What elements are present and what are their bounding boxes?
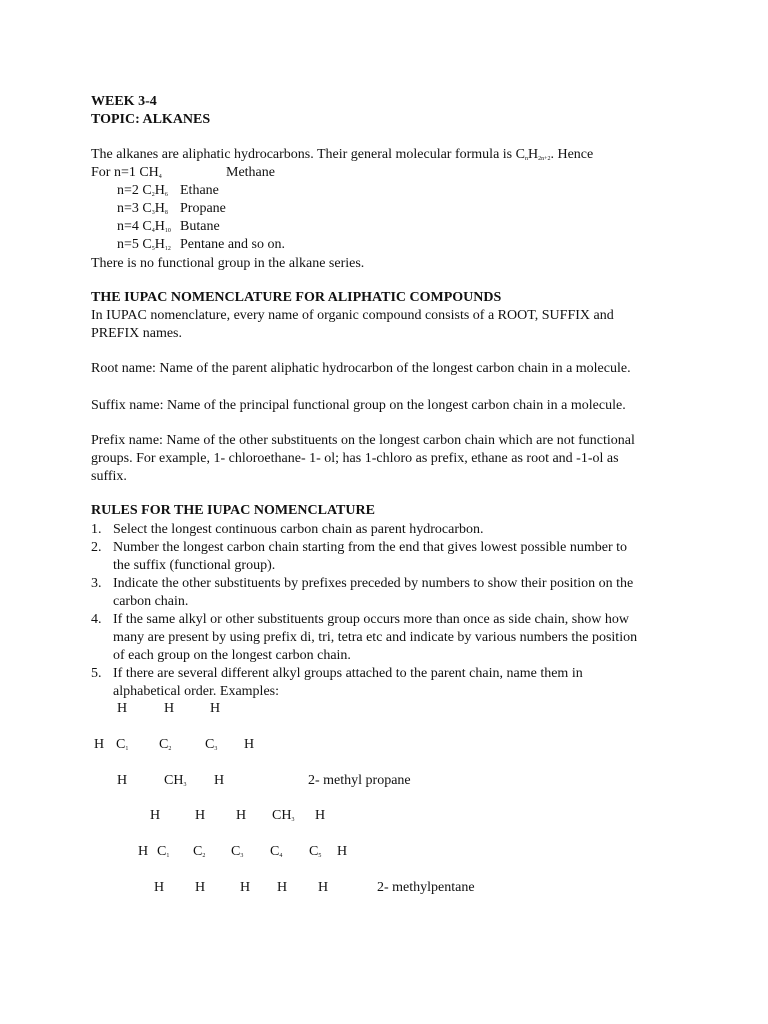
atom-h: H (195, 808, 206, 823)
rule-1: 1. Select the longest continuous carbon chain as parent hydrocarbon. (91, 522, 484, 537)
atom-h: H (244, 737, 255, 752)
suffix-name-definition: Suffix name: Name of the principal functional group on the longest carbon chain in a molecule. (91, 398, 626, 413)
series-row-4: n=4 $C_4H_{10}$ (117, 219, 171, 234)
iupac-paragraph-line-2: PREFIX names. (91, 326, 182, 341)
rule-3-continued: carbon chain. (113, 594, 189, 609)
series-row-2: n=2 $C_2H_6$ (117, 183, 168, 198)
atom-h: H (154, 880, 165, 895)
atom-h: H (195, 880, 206, 895)
atom-c2: $C_2$ (193, 844, 206, 859)
atom-h: H (337, 844, 348, 859)
methyl-group: $CH_3$ (164, 773, 187, 788)
rule-3: 3. Indicate the other substituents by prefixes preceded by numbers to show their position on the (91, 576, 634, 591)
series-name-1: Methane (226, 165, 275, 180)
series-row-3: n=3 $C_3H_8$ (117, 201, 168, 216)
week-label: WEEK 3-4 (91, 94, 157, 109)
atom-h: H (150, 808, 161, 823)
rule-5: 5. If there are several different alkyl groups attached to the parent chain, name them in (91, 666, 583, 681)
series-name-5: Pentane and so on. (180, 237, 285, 252)
rule-4-continued-1: many are present by using prefix di, tri, tetra etc and indicate by various numbers the position (113, 630, 638, 645)
atom-h: H (117, 701, 128, 716)
series-name-2: Ethane (180, 183, 219, 198)
prefix-definition-line-1: Prefix name: Name of the other substituents on the longest carbon chain which are not functional (91, 433, 635, 448)
atom-c4: $C_4$ (270, 844, 283, 859)
example-2-name: 2- methylpentane (377, 880, 475, 895)
atom-h: H (210, 701, 221, 716)
atom-c1: $C_1$ (157, 844, 170, 859)
series-row-5: n=5 $C_5H_{12}$ (117, 237, 171, 252)
rule-2-continued: the suffix (functional group). (113, 558, 276, 573)
atom-h: H (318, 880, 329, 895)
series-name-3: Propane (180, 201, 226, 216)
example-1-name: 2- methyl propane (308, 773, 411, 788)
atom-c1: $C_1$ (116, 737, 129, 752)
rule-4: 4. If the same alkyl or other substituents group occurs more than once as side chain, show how (91, 612, 629, 627)
atom-h: H (277, 880, 288, 895)
atom-h: H (94, 737, 105, 752)
methyl-group: $CH_3$ (272, 808, 295, 823)
atom-h: H (138, 844, 149, 859)
atom-h: H (117, 773, 128, 788)
iupac-paragraph-line-1: In IUPAC nomenclature, every name of organic compound consists of a ROOT, SUFFIX and (91, 308, 614, 323)
series-name-4: Butane (180, 219, 220, 234)
atom-h: H (240, 880, 251, 895)
atom-h: H (164, 701, 175, 716)
prefix-definition-line-3: suffix. (91, 469, 127, 484)
atom-c2: $C_2$ (159, 737, 172, 752)
rule-2: 2. Number the longest carbon chain starting from the end that gives lowest possible number to (91, 540, 627, 555)
atom-h: H (214, 773, 225, 788)
prefix-definition-line-2: groups. For example, 1- chloroethane- 1- ol; has 1-chloro as prefix, ethane as root and -1-ol as (91, 451, 619, 466)
no-functional-group-text: There is no functional group in the alkane series. (91, 256, 365, 271)
topic-title: TOPIC: ALKANES (91, 112, 211, 127)
intro-line: The alkanes are aliphatic hydrocarbons. Their general molecular formula is $C_nH_{2n+2}$. Hence (91, 147, 594, 162)
atom-h: H (315, 808, 326, 823)
atom-c5: $C_5$ (309, 844, 322, 859)
iupac-heading: THE IUPAC NOMENCLATURE FOR ALIPHATIC COMPOUNDS (91, 290, 502, 305)
atom-h: H (236, 808, 247, 823)
rules-heading: RULES FOR THE IUPAC NOMENCLATURE (91, 503, 375, 518)
series-row-1: For n=1 $CH_4$ (91, 165, 162, 180)
root-name-definition: Root name: Name of the parent aliphatic hydrocarbon of the longest carbon chain in a molecule. (91, 361, 631, 376)
atom-c3: $C_3$ (231, 844, 244, 859)
rule-5-continued: alphabetical order. Examples: (113, 684, 279, 699)
atom-c3: $C_3$ (205, 737, 218, 752)
rule-4-continued-2: of each group on the longest carbon chain. (113, 648, 351, 663)
